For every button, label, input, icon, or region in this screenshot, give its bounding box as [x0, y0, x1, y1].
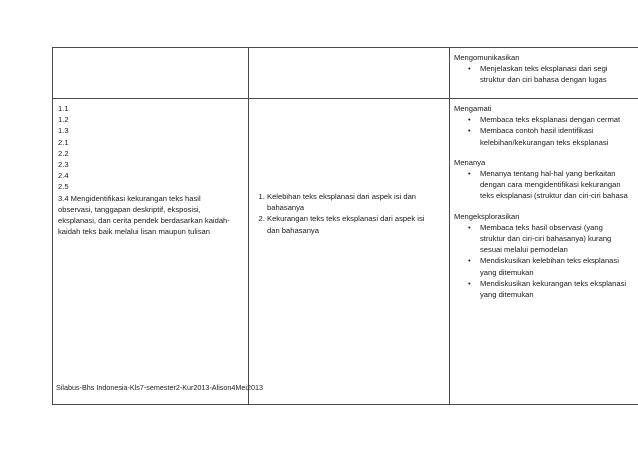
activity-group	[454, 52, 638, 86]
syllabus-table	[52, 47, 638, 405]
cell-activities-top	[450, 48, 638, 99]
cell-activities	[450, 99, 638, 405]
activity-item	[480, 278, 638, 300]
competency-text-line: eksplanasi, dan cerita pendek berdasarkan kaidah-	[58, 216, 230, 226]
cell-material-empty	[249, 48, 450, 99]
activity-item-line: dengan cara mengidentifikasi kekurangan	[480, 180, 621, 190]
activity-item	[480, 63, 638, 85]
learning-activities	[450, 99, 638, 309]
activity-item	[480, 255, 638, 277]
activity-item	[480, 114, 638, 125]
activity-list	[454, 222, 638, 300]
basic-competency-text	[53, 193, 248, 238]
activity-heading: Mengamati	[454, 104, 492, 113]
activity-item	[480, 125, 638, 147]
activity-item-line: struktur dan ciri bahasa dengan lugas	[480, 75, 607, 85]
activity-item-line: • Membaca teks hasil observasi (yang	[480, 222, 603, 232]
competency-code: 1.3	[58, 126, 69, 136]
activity-heading: Mengeksplorasikan	[454, 211, 520, 221]
competency-codes	[53, 99, 248, 193]
table-row	[53, 48, 638, 99]
cell-competency-empty	[53, 48, 249, 99]
activity-item-line: kelebihan/kekurangan teks eksplanasi	[480, 137, 609, 147]
learning-material	[249, 99, 449, 236]
activity-list	[454, 63, 638, 85]
page-footer: Silabus-Bhs Indonesia-Kls7-semester2-Kur2013-Alison4Mei2013	[56, 383, 263, 392]
competency-code: 2.4	[58, 171, 69, 181]
activity-item-line: • Membaca teks eksplanasi dengan cermat	[480, 115, 621, 125]
activity-heading: Menanya	[454, 157, 486, 167]
activity-group	[454, 157, 638, 202]
competency-code: 1.2	[58, 115, 69, 125]
competency-text-line: 3.4 Mengidentifikasi kekurangan teks hasil	[58, 193, 201, 203]
material-item-line: bahasanya	[267, 203, 305, 213]
activity-item-line: • Membaca contoh hasil identifikasi	[480, 126, 594, 136]
activity-item	[480, 222, 638, 256]
activity-list	[454, 114, 638, 148]
activity-item-line: sesuai melalui pemodelan	[480, 245, 568, 255]
activity-list	[454, 168, 638, 202]
material-item	[267, 213, 445, 235]
material-item-line: 2. Kekurangan teks teks eksplanasi dari aspek isi	[267, 214, 425, 224]
table-row	[53, 99, 638, 405]
activity-group	[454, 211, 638, 301]
activity-item	[480, 168, 638, 202]
material-item-line: dan bahasanya	[267, 225, 319, 235]
activity-item-line: yang ditemukan	[480, 267, 534, 277]
competency-code: 2.3	[58, 160, 69, 170]
competency-text-line: observasi, tanggapan deskriptif, eksposisi,	[58, 204, 201, 214]
activity-item-line: • Menjelaskan teks eksplanasi dari segi	[480, 64, 608, 74]
activity-item-line: teks eksplanasi (struktur dan ciri-ciri bahasa	[480, 191, 628, 201]
material-item-line: 1. Kelebihan teks eksplanasi dari aspek isi dan	[267, 192, 417, 201]
activity-item-line: • Mendiskusikan kekurangan teks eksplanasi	[480, 278, 627, 288]
cell-material	[249, 99, 450, 405]
competency-code: 2.5	[58, 182, 69, 192]
activity-item-line: • Mendiskusikan kelebihan teks eksplanasi	[480, 256, 619, 266]
activity-item-line: yang ditemukan	[480, 290, 534, 300]
competency-code: 1.1	[58, 104, 69, 113]
activity-item-line: • Menanya tentang hal-hal yang berkaitan	[480, 169, 616, 179]
cell-competency	[53, 99, 249, 405]
competency-text-line: kaidah teks baik melalui lisan maupun tulisan	[58, 227, 210, 237]
activity-item-line: struktur dan ciri-ciri bahasanya) kurang	[480, 234, 612, 244]
activity-group	[454, 103, 638, 148]
competency-code: 2.2	[58, 148, 69, 158]
competency-code: 2.1	[58, 137, 69, 147]
activity-heading: Mengomunikasikan	[454, 53, 520, 62]
material-item	[267, 191, 445, 213]
